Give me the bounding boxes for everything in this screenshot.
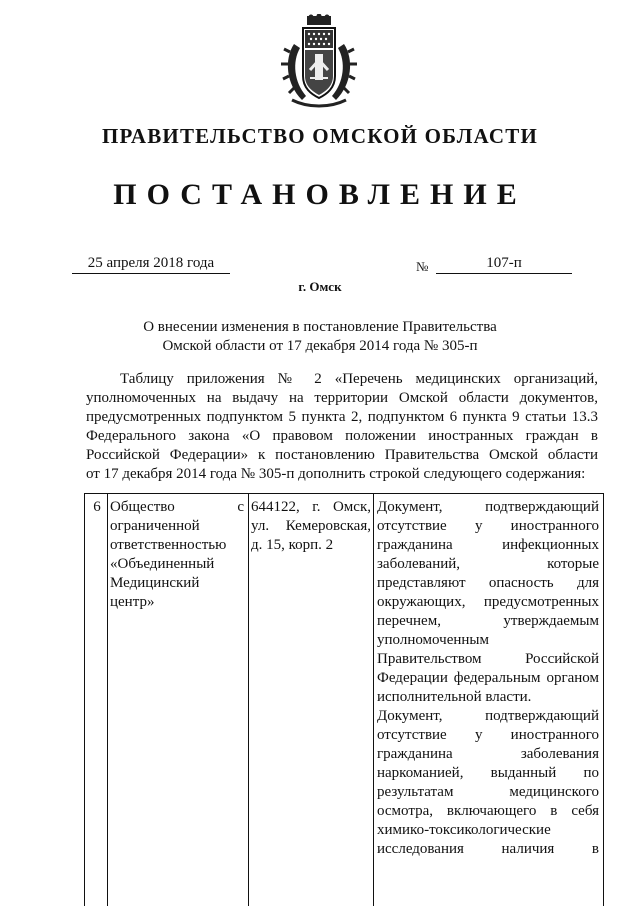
documents-line: химико-токсикологические: [377, 822, 551, 838]
organization-line: Медицинский: [110, 575, 200, 591]
document-type-title: ПОСТАНОВЛЕНИЕ: [113, 178, 527, 211]
documents-line: исследования наличия в: [377, 841, 599, 857]
document-number: 107-п: [436, 255, 572, 274]
table-column-divider: [373, 494, 374, 906]
documents-line: наркоманией, выданный по: [377, 765, 599, 781]
body-line: уполномоченных на выдачу на территории Омской области документов,: [86, 390, 598, 406]
address-line: ул. Кемеровская,: [251, 518, 371, 534]
organization-line: ограниченной: [110, 518, 200, 534]
documents-line: исполнительной власти.: [377, 689, 532, 705]
city-name: г. Омск: [298, 279, 342, 294]
organization-line: Общество с: [110, 499, 244, 515]
table-column-divider: [107, 494, 108, 906]
documents-line: Правительством Российской: [377, 651, 599, 667]
documents-line: гражданина заболевания: [377, 746, 599, 762]
document-subject: [100, 318, 540, 356]
address-line: д. 15, корп. 2: [251, 537, 334, 553]
documents-line: Документ, подтверждающий: [377, 708, 599, 724]
organization-line: ответственностью: [110, 537, 227, 553]
documents-line: перечнем, утверждаемым: [377, 613, 599, 629]
documents-line: заболеваний, которые: [377, 556, 599, 572]
documents-line: осмотра, включающего в себя: [377, 803, 599, 819]
body-line: Российской Федерации» к постановлению Правительства Омской области: [86, 447, 598, 463]
document-date: 25 апреля 2018 года: [72, 255, 230, 274]
subject-line: Омской области от 17 декабря 2014 года № 305-п: [162, 338, 478, 354]
address-cell: [251, 498, 371, 555]
documents-line: результатам медицинского: [377, 784, 599, 800]
body-line: предусмотренных подпунктом 5 пункта 2, подпунктом 6 пункта 9 статьи 13.3: [86, 409, 598, 425]
body-line: от 17 декабря 2014 года № 305-п дополнить строкой следующего содержания:: [86, 466, 586, 482]
table-column-divider: [248, 494, 249, 906]
insert-table: [84, 493, 604, 906]
documents-line: уполномоченным: [377, 632, 489, 648]
documents-line: окружающих, предусмотренных: [377, 594, 599, 610]
address-line: 644122, г. Омск,: [251, 499, 371, 515]
organization-line: центр»: [110, 594, 155, 610]
documents-line: представляют опасность для: [377, 575, 599, 591]
subject-line: О внесении изменения в постановление Правительства: [143, 319, 497, 335]
documents-line: гражданина инфекционных: [377, 537, 599, 553]
documents-line: отсутствие у иностранного: [377, 518, 599, 534]
documents-line: Документ, подтверждающий: [377, 499, 599, 515]
organization-cell: [110, 498, 244, 612]
organization-line: «Объединенный: [110, 556, 215, 572]
documents-line: отсутствие у иностранного: [377, 727, 599, 743]
omsk-coat-of-arms-icon: [280, 14, 358, 110]
body-line: Федерального закона «О правовом положении иностранных граждан в: [86, 428, 598, 444]
documents-cell: [377, 498, 599, 859]
documents-line: Федерации федеральным органом: [377, 670, 599, 686]
number-label: №: [416, 259, 429, 274]
body-paragraph: [86, 370, 598, 484]
row-number-cell: 6: [93, 499, 101, 515]
body-line: Таблицу приложения № 2 «Перечень медицинских организаций,: [120, 371, 598, 387]
government-title: ПРАВИТЕЛЬСТВО ОМСКОЙ ОБЛАСТИ: [101, 124, 538, 148]
